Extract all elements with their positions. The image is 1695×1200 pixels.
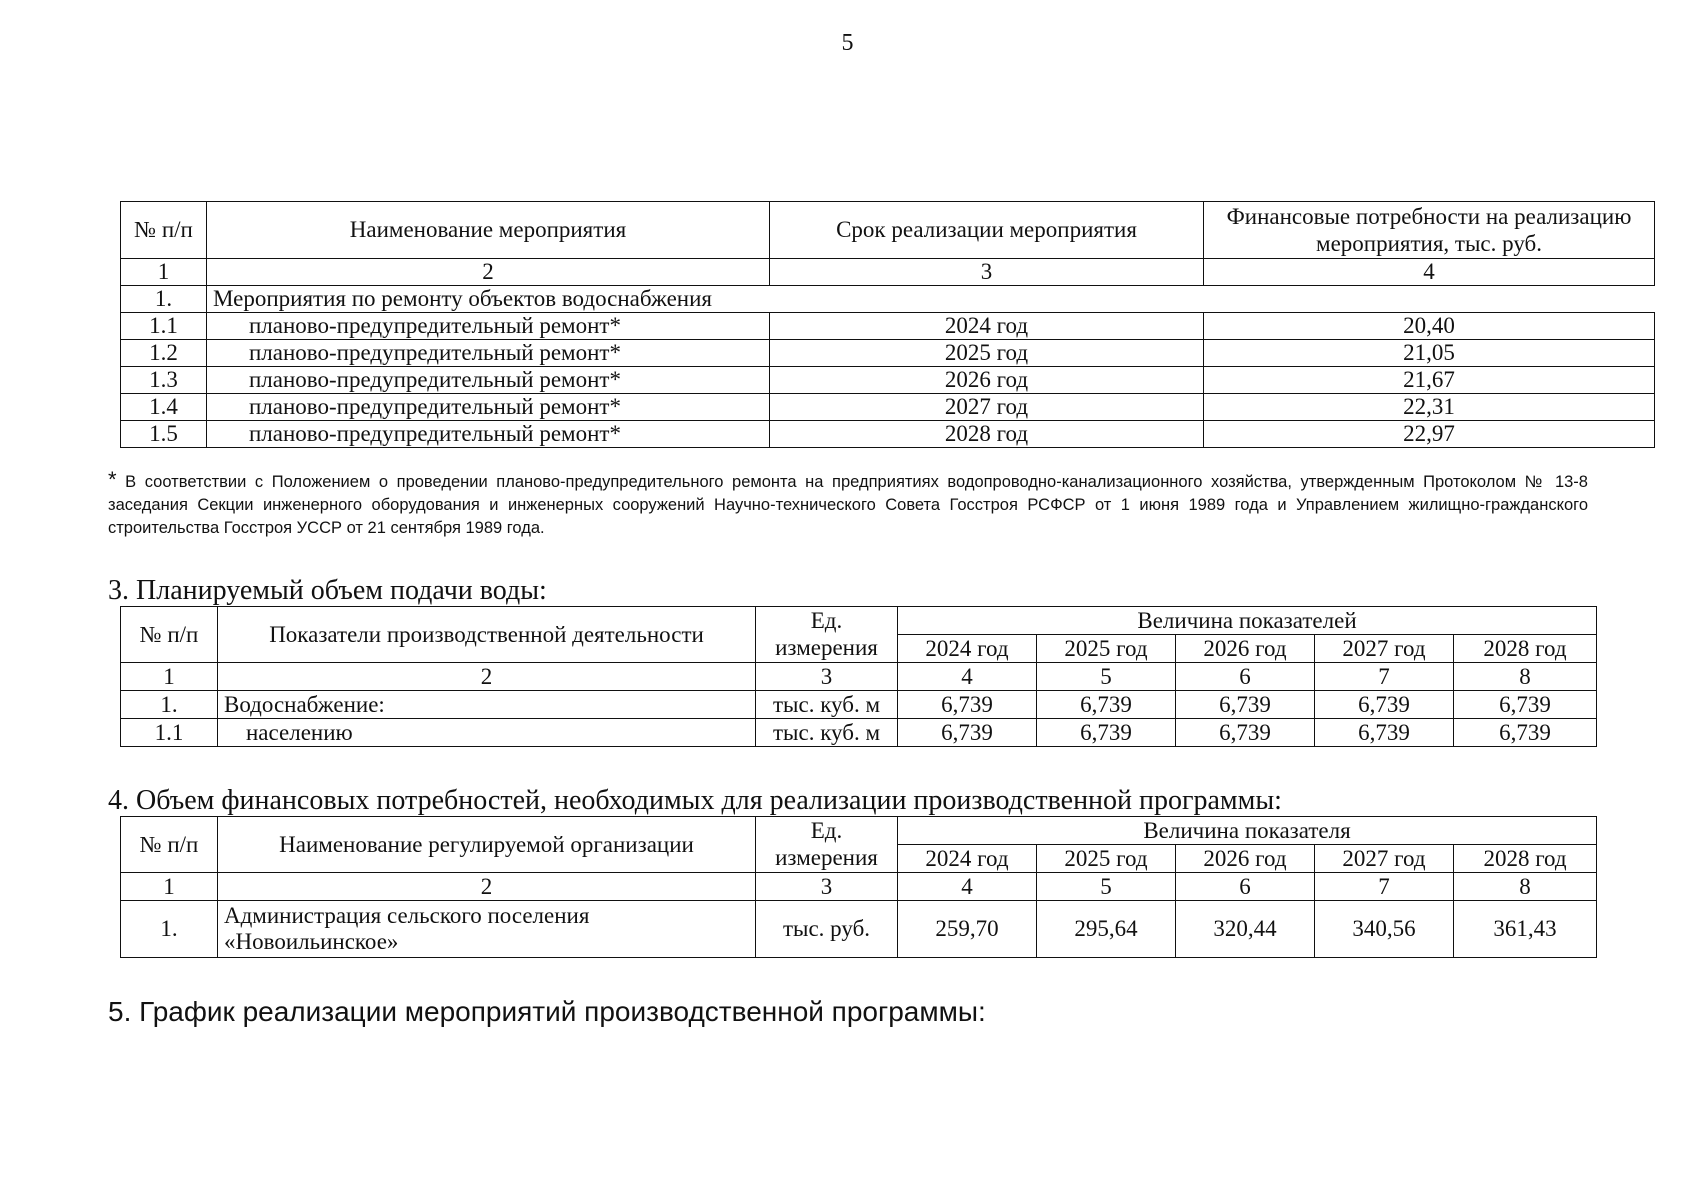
group-num: 1. (121, 286, 207, 313)
index-cell: 5 (1037, 663, 1176, 691)
row-term: 2028 год (770, 421, 1204, 448)
header-year: 2026 год (1176, 635, 1315, 663)
row-num: 1.1 (121, 313, 207, 340)
header-financial-needs: Финансовые потребности на реализацию мероприятия, тыс. руб. (1204, 202, 1655, 259)
row-value: 6,739 (1037, 719, 1176, 747)
header-year: 2028 год (1454, 635, 1597, 663)
header-unit: измерения (756, 845, 898, 873)
header-unit: Ед. (756, 817, 898, 845)
row-term: 2024 год (770, 313, 1204, 340)
row-amount: 21,67 (1204, 367, 1655, 394)
row-name: Водоснабжение: (218, 691, 756, 719)
row-num: 1. (121, 691, 218, 719)
row-value: 6,739 (1315, 691, 1454, 719)
index-row (121, 663, 1597, 691)
row-term: 2026 год (770, 367, 1204, 394)
row-name: населению (218, 719, 756, 747)
index-cell: 2 (207, 259, 770, 286)
index-cell: 3 (756, 873, 898, 901)
table-row (121, 313, 1655, 340)
row-name (218, 901, 756, 958)
table-header-row (121, 202, 1655, 259)
water-supply-volume-table (120, 606, 1597, 747)
row-unit: тыс. руб. (756, 901, 898, 958)
row-num: 1.1 (121, 719, 218, 747)
table-row (121, 691, 1597, 719)
footnote (108, 468, 1588, 540)
index-cell: 3 (770, 259, 1204, 286)
row-num: 1.3 (121, 367, 207, 394)
row-value: 361,43 (1454, 901, 1597, 958)
header-unit: измерения (756, 635, 898, 663)
row-value: 6,739 (898, 691, 1037, 719)
row-value: 6,739 (1176, 691, 1315, 719)
row-num: 1.2 (121, 340, 207, 367)
row-unit: тыс. куб. м (756, 719, 898, 747)
index-row (121, 873, 1597, 901)
header-year: 2025 год (1037, 635, 1176, 663)
group-row (121, 286, 1655, 313)
row-num: 1.4 (121, 394, 207, 421)
row-value: 6,739 (898, 719, 1037, 747)
row-value: 6,739 (1454, 691, 1597, 719)
row-name: планово-предупредительный ремонт* (207, 313, 770, 340)
index-cell: 4 (898, 873, 1037, 901)
row-unit: тыс. куб. м (756, 691, 898, 719)
row-value: 295,64 (1037, 901, 1176, 958)
header-unit: Ед. (756, 607, 898, 635)
footnote-star: * (108, 467, 117, 492)
header-num: № п/п (121, 607, 218, 663)
header-num: № п/п (121, 817, 218, 873)
row-value: 6,739 (1315, 719, 1454, 747)
row-value: 6,739 (1454, 719, 1597, 747)
index-cell: 6 (1176, 873, 1315, 901)
header-organization: Наименование регулируемой организации (218, 817, 756, 873)
table-row (121, 719, 1597, 747)
table-row (121, 340, 1655, 367)
table-header-row (121, 607, 1597, 635)
row-term: 2027 год (770, 394, 1204, 421)
index-cell: 1 (121, 259, 207, 286)
header-values-group: Величина показателей (898, 607, 1597, 635)
index-cell: 1 (121, 873, 218, 901)
header-year: 2024 год (898, 635, 1037, 663)
index-cell: 8 (1454, 873, 1597, 901)
index-cell: 7 (1315, 663, 1454, 691)
row-value: 259,70 (898, 901, 1037, 958)
row-name: планово-предупредительный ремонт* (207, 394, 770, 421)
section-4-title: 4. Объем финансовых потребностей, необходимых для реализации производственной программы: (108, 785, 1282, 816)
header-indicator: Показатели производственной деятельности (218, 607, 756, 663)
financial-needs-table (120, 816, 1597, 958)
table-header-row (121, 817, 1597, 845)
header-year: 2028 год (1454, 845, 1597, 873)
row-name-line: Администрация сельского поселения (224, 903, 590, 928)
row-amount: 22,97 (1204, 421, 1655, 448)
header-year: 2026 год (1176, 845, 1315, 873)
table-row (121, 901, 1597, 958)
footnote-text: В соответствии с Положением о проведении планово-предупредительного ремонта на предприятиях водопроводно-канализационного хозяйства, утвержденным Протоколом № 13-8 заседания Секции инженерного оборудования и инженерных сооружений Научно-технического Совета Госстроя РСФСР от 1 июня 1989 года и Управлением жилищно-гражданского строительства Госстроя УССР от 21 сентября 1989 года. (108, 473, 1588, 537)
row-value: 320,44 (1176, 901, 1315, 958)
row-value: 6,739 (1176, 719, 1315, 747)
repair-measures-table (120, 201, 1655, 448)
row-name: планово-предупредительный ремонт* (207, 421, 770, 448)
row-name-line: «Новоильинское» (224, 929, 399, 954)
index-cell: 1 (121, 663, 218, 691)
index-cell: 2 (218, 663, 756, 691)
row-value: 340,56 (1315, 901, 1454, 958)
header-year: 2027 год (1315, 635, 1454, 663)
header-num: № п/п (121, 202, 207, 259)
row-amount: 22,31 (1204, 394, 1655, 421)
index-cell: 5 (1037, 873, 1176, 901)
section-5-title: 5. График реализации мероприятий производственной программы: (108, 996, 986, 1027)
header-values-group: Величина показателя (898, 817, 1597, 845)
row-amount: 21,05 (1204, 340, 1655, 367)
index-cell: 4 (1204, 259, 1655, 286)
section-3-title: 3. Планируемый объем подачи воды: (108, 575, 547, 606)
index-cell: 2 (218, 873, 756, 901)
index-row (121, 259, 1655, 286)
index-cell: 4 (898, 663, 1037, 691)
header-measure-name: Наименование мероприятия (207, 202, 770, 259)
row-term: 2025 год (770, 340, 1204, 367)
page-number: 5 (841, 30, 854, 56)
header-year: 2025 год (1037, 845, 1176, 873)
group-name: Мероприятия по ремонту объектов водоснабжения (207, 286, 1655, 313)
header-year: 2027 год (1315, 845, 1454, 873)
index-cell: 8 (1454, 663, 1597, 691)
row-num: 1. (121, 901, 218, 958)
index-cell: 6 (1176, 663, 1315, 691)
row-name: планово-предупредительный ремонт* (207, 367, 770, 394)
row-value: 6,739 (1037, 691, 1176, 719)
row-name: планово-предупредительный ремонт* (207, 340, 770, 367)
row-amount: 20,40 (1204, 313, 1655, 340)
header-term: Срок реализации мероприятия (770, 202, 1204, 259)
table-row (121, 421, 1655, 448)
table-row (121, 394, 1655, 421)
index-cell: 7 (1315, 873, 1454, 901)
row-num: 1.5 (121, 421, 207, 448)
header-year: 2024 год (898, 845, 1037, 873)
table-row (121, 367, 1655, 394)
index-cell: 3 (756, 663, 898, 691)
